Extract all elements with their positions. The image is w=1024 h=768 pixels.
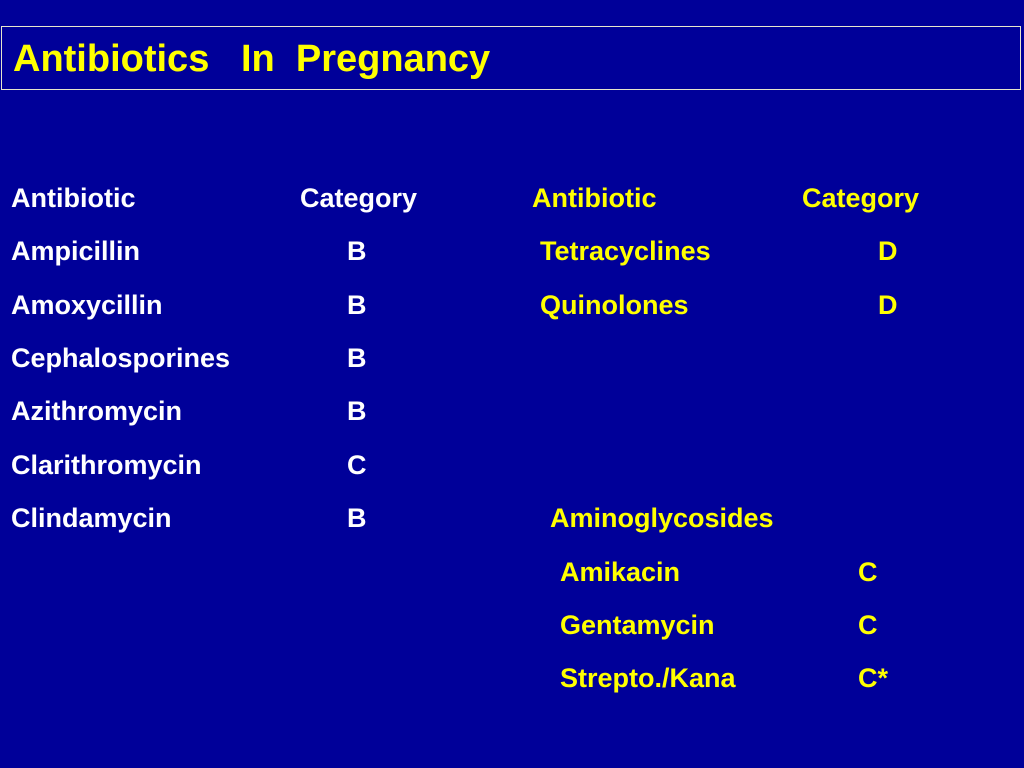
left-row-antibiotic: Ampicillin	[11, 236, 141, 266]
left-row-category: B	[347, 236, 367, 266]
left-row-antibiotic: Clindamycin	[11, 503, 172, 533]
aminoglycoside-row-category: C	[858, 610, 878, 640]
title-box	[1, 26, 1021, 90]
slide-title: Antibiotics In Pregnancy	[13, 38, 491, 80]
aminoglycosides-heading: Aminoglycosides	[550, 503, 774, 533]
aminoglycoside-row-antibiotic: Amikacin	[560, 557, 681, 587]
aminoglycoside-row-antibiotic: Strepto./Kana	[560, 663, 736, 693]
left-row-category: B	[347, 290, 367, 320]
right-row-antibiotic: Tetracyclines	[540, 236, 711, 266]
right-header-category: Category	[802, 183, 920, 213]
right-header-antibiotic: Antibiotic	[532, 183, 657, 213]
left-row-antibiotic: Cephalosporines	[11, 343, 231, 373]
left-header-antibiotic: Antibiotic	[11, 183, 136, 213]
left-row-category: B	[347, 396, 367, 426]
right-row-category: D	[878, 236, 898, 266]
left-row-category: B	[347, 503, 367, 533]
right-row-antibiotic: Quinolones	[540, 290, 689, 320]
aminoglycoside-row-antibiotic: Gentamycin	[560, 610, 715, 640]
left-header-category: Category	[300, 183, 418, 213]
left-row-antibiotic: Clarithromycin	[11, 450, 202, 480]
left-row-category: C	[347, 450, 367, 480]
aminoglycoside-row-category: C	[858, 557, 878, 587]
aminoglycoside-row-category: C*	[858, 663, 889, 693]
left-row-category: B	[347, 343, 367, 373]
left-row-antibiotic: Amoxycillin	[11, 290, 163, 320]
right-row-category: D	[878, 290, 898, 320]
left-row-antibiotic: Azithromycin	[11, 396, 183, 426]
